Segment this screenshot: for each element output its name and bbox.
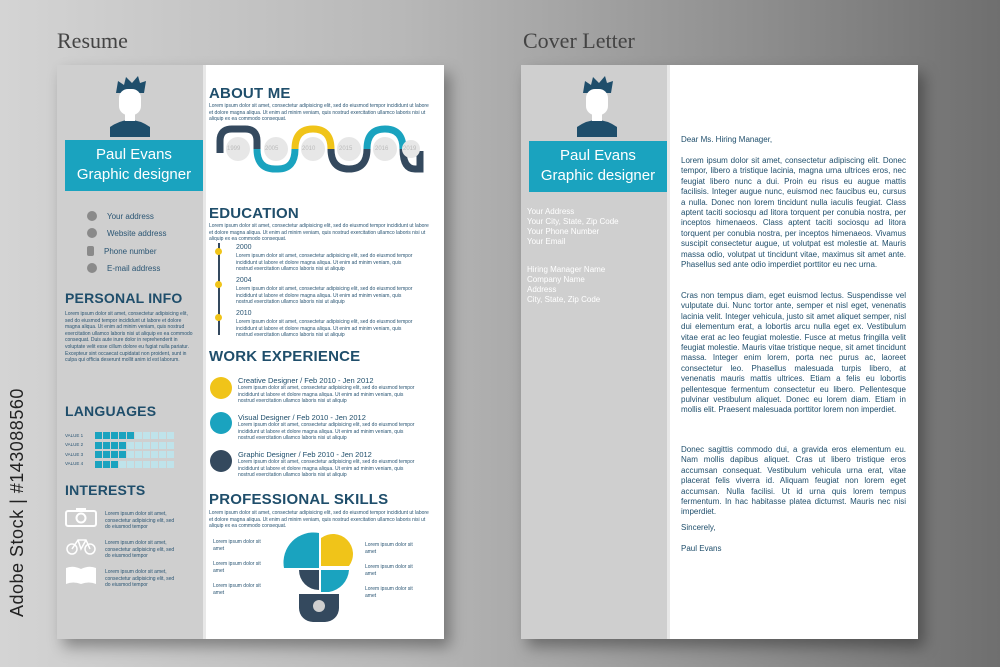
name-banner <box>65 140 203 191</box>
education-desc-2: Lorem ipsum dolor sit amet, consectetur adipisicing elit, sed do eiusmod tempor incididunt ut labore et dolore magna aliqua. Ut enim ad minim veniam, quis nostrud exercitation ullamco laboris nisi ut aliquip <box>236 286 413 306</box>
book-icon <box>65 565 97 585</box>
education-line <box>218 243 220 335</box>
interests-heading: INTERESTS <box>65 482 146 498</box>
personal-info-text: Lorem ipsum dolor sit amet, consectetur adipisicing elit, sed do eiusmod tempor incididunt ut labore et dolore magna aliqua. Ut enim ad minim veniam, quis nostrud exercitation ullamco laboris nisi ut aliquip ex ea commodo consequat. Duis aute irure dolor in reprehenderit in voluptate velit esse cillum dolore eu fugiat nulla pariatur. Excepteur sint occaecat cupidatat non proident, sunt in culpa qui officia deserunt mollit anim id est laborum. <box>65 311 193 364</box>
resume-role: Graphic designer <box>76 166 192 183</box>
language-label: VALUE 4 <box>65 461 84 466</box>
education-year-3: 2010 <box>236 310 252 317</box>
education-dot-2 <box>215 281 222 288</box>
bicycle-icon <box>65 537 97 555</box>
education-year-1: 2000 <box>236 244 252 251</box>
skills-flower-chart <box>279 528 359 623</box>
education-desc-3: Lorem ipsum dolor sit amet, consectetur adipisicing elit, sed do eiusmod tempor incididunt ut labore et dolore magna aliqua. Ut enim ad minim veniam, quis nostrud exercitation ullamco laboris nisi ut aliquip <box>236 319 413 339</box>
education-dot-1 <box>215 248 222 255</box>
signature: Paul Evans <box>681 544 722 553</box>
about-year-2: 2005 <box>265 146 279 152</box>
about-year-6: 2019 <box>403 146 417 152</box>
stock-watermark: Adobe Stock | #143088560 <box>7 388 27 617</box>
about-year-4: 2015 <box>339 146 353 152</box>
greeting: Dear Ms. Hiring Manager, <box>681 135 773 144</box>
about-year-5: 2016 <box>375 146 389 152</box>
skill-left-1: Lorem ipsum dolor sit amet <box>213 539 261 552</box>
phone-icon <box>87 246 94 256</box>
education-heading: EDUCATION <box>209 205 299 222</box>
cover-letter-page <box>521 65 918 639</box>
avatar-icon <box>110 75 150 137</box>
education-year-2: 2004 <box>236 277 252 284</box>
education-text: Lorem ipsum dolor sit amet, consectetur adipisicing elit, sed do eiusmod tempor incididunt ut labore et dolore magna aliqua. Ut enim ad minim veniam, quis nostrud exercitation ullamco laboris nisi ut aliquip ex ea commodo consequat. <box>209 223 429 243</box>
language-label: VALUE 2 <box>65 442 84 447</box>
cover-name-banner <box>529 141 667 192</box>
language-level-bar <box>95 455 175 473</box>
globe-icon <box>87 228 97 238</box>
skill-right-1: Lorem ipsum dolor sit amet <box>365 542 413 555</box>
interest-text-2: Lorem ipsum dolor sit amet, consectetur adipisicing elit, sed do eiusmod tempor <box>105 540 175 560</box>
paragraph-2: Cras non tempus diam, eget euismod lectus. Suspendisse vel vulputate dui. Nunc tortor ante, semper et nisl eget, venenatis lacinia velit. Integer vehicula, justo sit amet aliquet semper, nisl dui elementum erat, a lobortis arcu nulla eget ex. Vestibulum vitae erat ac leo feugiat molestie. Fusce at metus fringilla velit feugiat molestie. Mauris vitae tristique neque, sit amet tincidunt massa. Integer enim lorem, porta nec purus ac, laoreet consectetur leo. Phasellus malesuada turpis libero, at venenatis mauris mattis ultrices. Etiam a felis eu lobortis pellentesque fermentum consectetur eu libero. Pellentesque pulvinar vestibulum aliquet. Donec eu lorem diam. Etiam in mollis elit. Praesent malesuada porttitor lorem non imperdiet. <box>681 291 906 415</box>
resume-name: Paul Evans <box>96 146 172 163</box>
skills-heading: PROFESSIONAL SKILLS <box>209 491 389 508</box>
education-desc-1: Lorem ipsum dolor sit amet, consectetur adipisicing elit, sed do eiusmod tempor incididunt ut labore et dolore magna aliqua. Ut enim ad minim veniam, quis nostrud exercitation ullamco laboris nisi ut aliquip <box>236 253 413 273</box>
work-title-3: Graphic Designer / Feb 2010 - Jen 2012 <box>238 450 372 459</box>
contact-phone: Phone number <box>87 246 156 256</box>
briefcase-icon-1 <box>210 377 232 399</box>
contact-website: Website address <box>87 228 166 238</box>
work-title-1: Creative Designer / Feb 2010 - Jen 2012 <box>238 376 374 385</box>
cover-name: Paul Evans <box>560 147 636 164</box>
briefcase-icon-2 <box>210 412 232 434</box>
work-desc-1: Lorem ipsum dolor sit amet, consectetur adipisicing elit, sed do eiusmod tempor incididunt ut labore et dolore magna aliqua. Ut enim ad minim veniam, quis nostrud exercitation ullamco laboris nisi ut aliquip <box>238 385 415 405</box>
about-year-1: 1999 <box>227 146 241 152</box>
cover-role: Graphic designer <box>540 167 656 184</box>
sender-block: Your Address Your City, State, Zip Code Your Phone Number Your Email <box>527 207 619 246</box>
languages-heading: LANGUAGES <box>65 403 157 419</box>
contact-address: Your address <box>87 211 154 221</box>
skills-text: Lorem ipsum dolor sit amet, consectetur adipisicing elit, sed do eiusmod tempor incididunt ut labore et dolore magna aliqua. Ut enim ad minim veniam, quis nostrud exercitation ullamco laboris nisi ut aliquip ex ea commodo consequat. <box>209 510 429 530</box>
interest-text-3: Lorem ipsum dolor sit amet, consectetur adipisicing elit, sed do eiusmod tempor <box>105 569 175 589</box>
language-row <box>65 455 175 473</box>
closing: Sincerely, <box>681 523 716 532</box>
skill-left-3: Lorem ipsum dolor sit amet <box>213 583 261 596</box>
at-icon <box>87 263 97 273</box>
work-desc-3: Lorem ipsum dolor sit amet, consectetur adipisicing elit, sed do eiusmod tempor incididunt ut labore et dolore magna aliqua. Ut enim ad minim veniam, quis nostrud exercitation ullamco laboris nisi ut aliquip <box>238 459 415 479</box>
skill-right-3: Lorem ipsum dolor sit amet <box>365 586 413 599</box>
cover-letter-title: Cover Letter <box>523 28 635 53</box>
about-year-3: 2010 <box>302 146 316 152</box>
about-wave-timeline <box>215 123 425 178</box>
resume-title: Resume <box>57 28 128 53</box>
camera-icon <box>65 507 97 527</box>
work-title-2: Visual Designer / Feb 2010 - Jen 2012 <box>238 413 366 422</box>
language-label: VALUE 1 <box>65 432 84 438</box>
interest-text-1: Lorem ipsum dolor sit amet, consectetur adipisicing elit, sed do eiusmod tempor <box>105 511 175 531</box>
briefcase-icon-3 <box>210 450 232 472</box>
location-icon <box>87 211 97 221</box>
paragraph-1: Lorem ipsum dolor sit amet, consectetur adipiscing elit. Donec tempor, libero a tristique lacinia, magna urna ultrices eros, nec feugiat libero nunc a dui. Proin eu risus eu augue mattis facilisis. Integer augue nunc, euismod nec faucibus eu, cursus a nulla. Donec non lorem tincidunt nulla iaculis feugiat. Class aptent taciti sociosqu ad litora torquent per conubia nostra, per inceptos himenaeos. Class aptent taciti sociosqu ad litora torquent per conubia nostra, per inceptos himenaeos. Vivamus suscipit consectetur augue, ut volutpat est molestie at. Mauris massa odio, volutpat ut tincidunt vitae, maximus sit amet ante. Phasellus sed ante odio imperdiet porttitor eu nec urna. <box>681 156 906 270</box>
cover-avatar-icon <box>577 75 617 137</box>
resume-page <box>57 65 444 639</box>
skill-left-2: Lorem ipsum dolor sit amet <box>213 561 261 574</box>
education-dot-3 <box>215 314 222 321</box>
about-text: Lorem ipsum dolor sit amet, consectetur adipisicing elit, sed do eiusmod tempor incididunt ut labore et dolore magna aliqua. Ut enim ad minim veniam, quis nostrud exercitation ullamco laboris nisi ut aliquip ex ea commodo consequat. <box>209 103 429 123</box>
contact-email: E-mail address <box>87 263 160 273</box>
recipient-block: Hiring Manager Name Company Name Address City, State, Zip Code <box>527 265 606 304</box>
personal-info-heading: PERSONAL INFO <box>65 290 183 306</box>
work-heading: WORK EXPERIENCE <box>209 348 361 365</box>
work-desc-2: Lorem ipsum dolor sit amet, consectetur adipisicing elit, sed do eiusmod tempor incididunt ut labore et dolore magna aliqua. Ut enim ad minim veniam, quis nostrud exercitation ullamco laboris nisi ut aliquip <box>238 422 415 442</box>
language-label: VALUE 3 <box>65 451 84 457</box>
skill-right-2: Lorem ipsum dolor sit amet <box>365 564 413 577</box>
about-heading: ABOUT ME <box>209 85 291 102</box>
paragraph-3: Donec sagittis commodo dui, a gravida eros elementum eu. Nam mollis dapibus aliquet. Cras ut libero tristique eros accumsan consequat. Vestibulum vehicula urna erat, vitae placerat felis viverra id. Aliquam feugiat non lorem eget accumsan. Nulla facilisi. Ut id urna quis lorem tempus fermentum. In hac habitasse platea dictumst. Mauris nec nisi imperdiet. <box>681 445 906 517</box>
